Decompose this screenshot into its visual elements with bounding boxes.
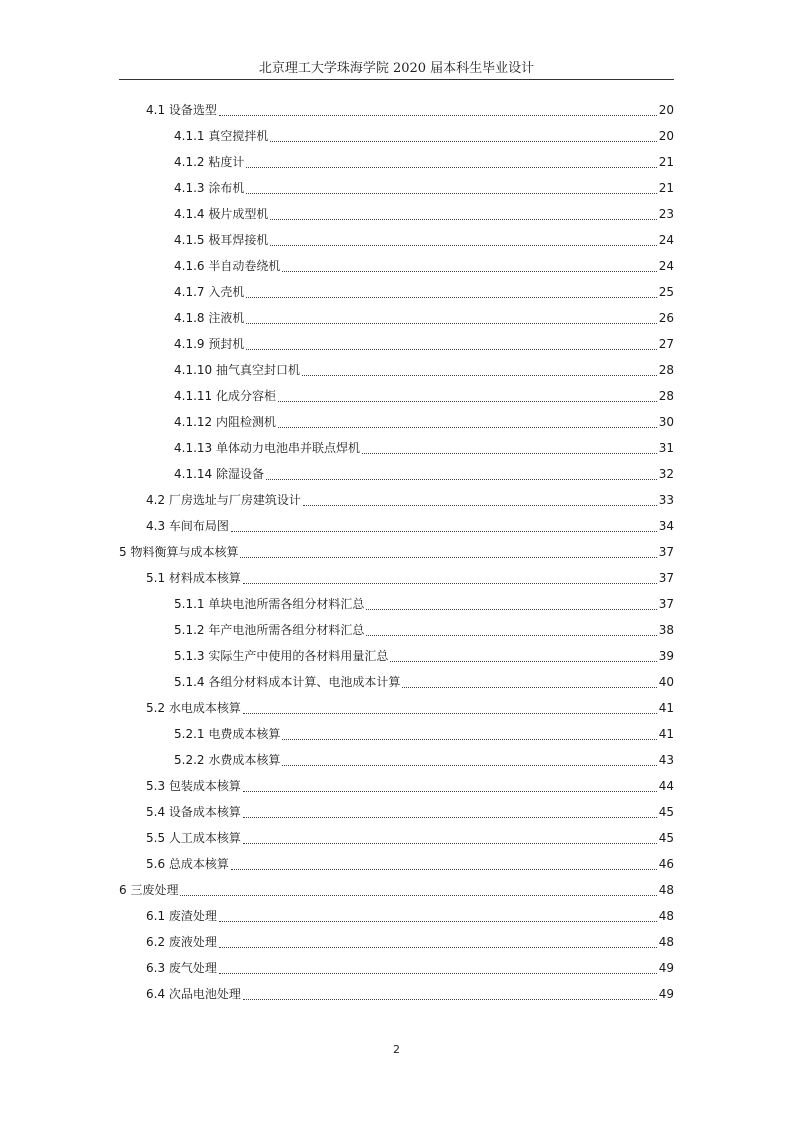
toc-dot-leader	[362, 452, 657, 454]
toc-entry-page: 25	[658, 285, 674, 299]
toc-entry-page: 28	[658, 389, 674, 403]
toc-entry-page: 26	[658, 311, 674, 325]
toc-entry[interactable]	[146, 97, 674, 123]
toc-entry-label: 6 三废处理	[119, 883, 179, 897]
toc-entry-label: 5.3 包装成本核算	[146, 779, 241, 793]
toc-entry[interactable]	[146, 981, 674, 1007]
toc-dot-leader	[246, 166, 656, 168]
toc-dot-leader	[180, 894, 656, 896]
toc-entry-label: 6.3 废气处理	[146, 961, 217, 975]
toc-entry-page: 30	[658, 415, 674, 429]
toc-entry[interactable]	[174, 669, 674, 695]
toc-dot-leader	[231, 868, 657, 870]
toc-entry-label: 4.1.6 半自动卷绕机	[174, 259, 281, 273]
toc-entry[interactable]	[174, 175, 674, 201]
toc-entry-label: 5.1.2 年产电池所需各组分材料汇总	[174, 623, 365, 637]
toc-entry-page: 32	[658, 467, 674, 481]
toc-entry-label: 4.1.4 极片成型机	[174, 207, 269, 221]
toc-entry-page: 40	[658, 675, 674, 689]
toc-entry-page: 24	[658, 259, 674, 273]
toc-entry-page: 21	[658, 155, 674, 169]
toc-entry-page: 37	[658, 597, 674, 611]
header-divider	[119, 79, 674, 80]
toc-dot-leader	[243, 712, 657, 714]
toc-entry-label: 5.1.1 单块电池所需各组分材料汇总	[174, 597, 365, 611]
toc-dot-leader	[243, 842, 657, 844]
toc-dot-leader	[243, 816, 657, 818]
toc-dot-leader	[278, 426, 657, 428]
toc-entry[interactable]	[146, 825, 674, 851]
toc-entry[interactable]	[174, 149, 674, 175]
toc-dot-leader	[270, 140, 656, 142]
toc-entry[interactable]	[174, 409, 674, 435]
toc-entry-page: 27	[658, 337, 674, 351]
toc-entry-label: 4.1.13 单体动力电池串并联点焊机	[174, 441, 360, 455]
toc-entry-label: 5.1.4 各组分材料成本计算、电池成本计算	[174, 675, 401, 689]
toc-dot-leader	[219, 946, 657, 948]
toc-entry-label: 4.1.3 涂布机	[174, 181, 245, 195]
toc-entry-label: 4.1.11 化成分容柜	[174, 389, 276, 403]
toc-entry-label: 4.1.10 抽气真空封口机	[174, 363, 300, 377]
toc-entry[interactable]	[174, 123, 674, 149]
toc-entry-page: 41	[658, 701, 674, 715]
toc-entry-label: 4.3 车间布局图	[146, 519, 229, 533]
toc-entry-page: 37	[658, 545, 674, 559]
toc-entry[interactable]	[174, 305, 674, 331]
toc-dot-leader	[303, 504, 657, 506]
toc-dot-leader	[246, 348, 656, 350]
toc-entry-page: 37	[658, 571, 674, 585]
toc-entry-page: 45	[658, 831, 674, 845]
toc-dot-leader	[278, 400, 657, 402]
toc-entry[interactable]	[174, 721, 674, 747]
toc-entry[interactable]	[174, 435, 674, 461]
toc-entry-page: 31	[658, 441, 674, 455]
toc-entry-page: 28	[658, 363, 674, 377]
toc-entry-page: 24	[658, 233, 674, 247]
toc-dot-leader	[240, 556, 656, 558]
toc-dot-leader	[282, 270, 656, 272]
page-number: 2	[393, 1043, 400, 1056]
toc-entry-label: 5.4 设备成本核算	[146, 805, 241, 819]
toc-entry-label: 5.5 人工成本核算	[146, 831, 241, 845]
toc-entry-label: 5.2 水电成本核算	[146, 701, 241, 715]
toc-entry-label: 5.2.1 电费成本核算	[174, 727, 281, 741]
toc-entry-page: 49	[658, 987, 674, 1001]
toc-entry-label: 6.2 废液处理	[146, 935, 217, 949]
toc-entry[interactable]	[146, 903, 674, 929]
toc-entry-page: 23	[658, 207, 674, 221]
toc-entry-label: 4.1 设备选型	[146, 103, 217, 117]
toc-dot-leader	[366, 634, 656, 636]
toc-entry[interactable]	[174, 253, 674, 279]
toc-dot-leader	[219, 920, 657, 922]
toc-entry[interactable]	[174, 747, 674, 773]
toc-entry-page: 46	[658, 857, 674, 871]
toc-entry-label: 4.1.14 除湿设备	[174, 467, 264, 481]
toc-entry-page: 33	[658, 493, 674, 507]
toc-dot-leader	[231, 530, 657, 532]
toc-dot-leader	[246, 322, 656, 324]
toc-entry-label: 5 物料衡算与成本核算	[119, 545, 239, 559]
toc-dot-leader	[302, 374, 657, 376]
toc-entry[interactable]	[146, 851, 674, 877]
toc-dot-leader	[219, 972, 657, 974]
toc-entry-page: 41	[658, 727, 674, 741]
toc-dot-leader	[243, 582, 657, 584]
toc-entry[interactable]	[146, 773, 674, 799]
toc-entry-label: 4.1.12 内阻检测机	[174, 415, 276, 429]
toc-entry[interactable]	[174, 617, 674, 643]
toc-entry-page: 38	[658, 623, 674, 637]
page-header-title: 北京理工大学珠海学院 2020 届本科生毕业设计	[258, 61, 535, 76]
toc-entry[interactable]	[174, 643, 674, 669]
toc-entry-page: 44	[658, 779, 674, 793]
toc-dot-leader	[270, 244, 656, 246]
toc-entry-page: 43	[658, 753, 674, 767]
toc-entry[interactable]	[174, 357, 674, 383]
toc-dot-leader	[246, 296, 656, 298]
toc-entry[interactable]	[174, 279, 674, 305]
toc-entry-label: 4.1.7 入壳机	[174, 285, 245, 299]
toc-dot-leader	[402, 686, 656, 688]
toc-entry-page: 48	[658, 883, 674, 897]
toc-entry[interactable]	[174, 461, 674, 487]
toc-entry[interactable]	[119, 539, 674, 565]
toc-entry-label: 6.4 次品电池处理	[146, 987, 241, 1001]
toc-entry-page: 45	[658, 805, 674, 819]
toc-entry-page: 20	[658, 129, 674, 143]
toc-entry[interactable]	[146, 955, 674, 981]
toc-entry[interactable]	[146, 695, 674, 721]
toc-dot-leader	[270, 218, 656, 220]
toc-entry-page: 48	[658, 935, 674, 949]
toc-entry[interactable]	[174, 227, 674, 253]
toc-entry[interactable]	[174, 331, 674, 357]
toc-entry[interactable]	[174, 383, 674, 409]
toc-dot-leader	[243, 790, 657, 792]
toc-dot-leader	[219, 114, 657, 116]
toc-entry[interactable]	[146, 487, 674, 513]
toc-dot-leader	[243, 998, 657, 1000]
toc-dot-leader	[266, 478, 657, 480]
toc-entry-label: 5.2.2 水费成本核算	[174, 753, 281, 767]
toc-entry-label: 5.1.3 实际生产中使用的各材料用量汇总	[174, 649, 389, 663]
toc-entry-page: 48	[658, 909, 674, 923]
toc-entry-page: 20	[658, 103, 674, 117]
toc-entry-label: 4.1.5 极耳焊接机	[174, 233, 269, 247]
toc-dot-leader	[282, 738, 656, 740]
toc-entry[interactable]	[174, 591, 674, 617]
toc-entry[interactable]	[146, 929, 674, 955]
toc-entry-label: 5.6 总成本核算	[146, 857, 229, 871]
toc-entry-label: 6.1 废渣处理	[146, 909, 217, 923]
toc-entry-label: 4.1.1 真空搅拌机	[174, 129, 269, 143]
toc-entry-label: 4.1.9 预封机	[174, 337, 245, 351]
toc-entry-page: 34	[658, 519, 674, 533]
toc-entry[interactable]	[146, 513, 674, 539]
toc-entry[interactable]	[174, 201, 674, 227]
toc-entry-page: 49	[658, 961, 674, 975]
toc-entry[interactable]	[119, 877, 674, 903]
toc-entry-page: 21	[658, 181, 674, 195]
toc-entry[interactable]	[146, 565, 674, 591]
toc-entry-page: 39	[658, 649, 674, 663]
toc-entry-label: 4.1.8 注液机	[174, 311, 245, 325]
toc-entry[interactable]	[146, 799, 674, 825]
toc-dot-leader	[246, 192, 656, 194]
toc-dot-leader	[282, 764, 656, 766]
toc-dot-leader	[390, 660, 656, 662]
toc-dot-leader	[366, 608, 656, 610]
toc-entry-label: 5.1 材料成本核算	[146, 571, 241, 585]
toc-entry-label: 4.1.2 粘度计	[174, 155, 245, 169]
toc-entry-label: 4.2 厂房选址与厂房建筑设计	[146, 493, 301, 507]
